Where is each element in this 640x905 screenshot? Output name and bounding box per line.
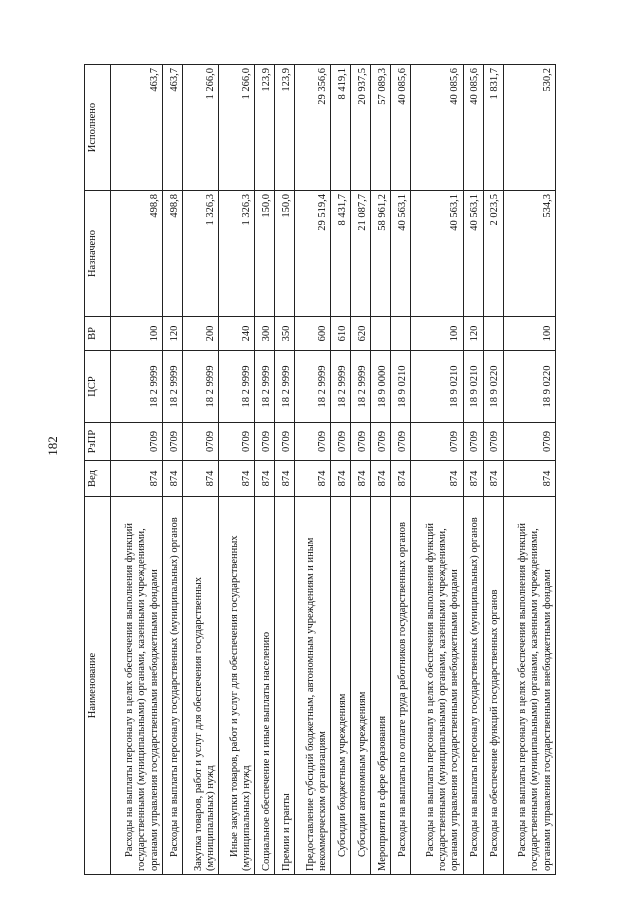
header-name: Наименование bbox=[85, 497, 111, 875]
cell-vr bbox=[483, 317, 503, 351]
cell-ved: 874 bbox=[111, 461, 163, 497]
cell-csr: 18 9 0210 bbox=[463, 351, 483, 423]
cell-rzpr: 0709 bbox=[295, 423, 331, 461]
cell-vr: 120 bbox=[463, 317, 483, 351]
header-rzpr: РзПР bbox=[85, 423, 111, 461]
cell-rzpr: 0709 bbox=[219, 423, 255, 461]
cell-executed: 530,2 bbox=[503, 65, 555, 191]
cell-ved: 874 bbox=[391, 461, 411, 497]
cell-csr: 18 9 0000 bbox=[371, 351, 391, 423]
cell-assigned: 150,0 bbox=[275, 191, 295, 317]
cell-assigned: 40 563,1 bbox=[463, 191, 483, 317]
cell-vr: 240 bbox=[219, 317, 255, 351]
cell-name: Субсидии бюджетным учреждениям bbox=[331, 497, 351, 875]
cell-rzpr: 0709 bbox=[371, 423, 391, 461]
table-row bbox=[331, 65, 351, 875]
table-row bbox=[295, 65, 331, 875]
cell-assigned: 498,8 bbox=[111, 191, 163, 317]
cell-name: Закупка товаров, работ и услуг для обеспечения государственных (муниципальных) нужд bbox=[183, 497, 219, 875]
cell-rzpr: 0709 bbox=[411, 423, 463, 461]
cell-vr: 300 bbox=[255, 317, 275, 351]
cell-assigned: 1 326,3 bbox=[183, 191, 219, 317]
cell-ved: 874 bbox=[351, 461, 371, 497]
cell-ved: 874 bbox=[275, 461, 295, 497]
table-row bbox=[275, 65, 295, 875]
cell-rzpr: 0709 bbox=[391, 423, 411, 461]
cell-executed: 123,9 bbox=[275, 65, 295, 191]
cell-csr: 18 2 9999 bbox=[111, 351, 163, 423]
cell-assigned: 534,3 bbox=[503, 191, 555, 317]
cell-ved: 874 bbox=[371, 461, 391, 497]
cell-rzpr: 0709 bbox=[255, 423, 275, 461]
cell-vr: 100 bbox=[503, 317, 555, 351]
table-row bbox=[411, 65, 463, 875]
cell-vr: 600 bbox=[295, 317, 331, 351]
cell-rzpr: 0709 bbox=[463, 423, 483, 461]
cell-rzpr: 0709 bbox=[163, 423, 183, 461]
cell-name: Расходы на выплаты персоналу государственных (муниципальных) органов bbox=[463, 497, 483, 875]
table-row bbox=[351, 65, 371, 875]
cell-name: Социальное обеспечение и иные выплаты населению bbox=[255, 497, 275, 875]
table-header-row bbox=[85, 65, 111, 875]
cell-executed: 1 266,0 bbox=[183, 65, 219, 191]
cell-rzpr: 0709 bbox=[483, 423, 503, 461]
cell-rzpr: 0709 bbox=[503, 423, 555, 461]
table-body bbox=[111, 65, 556, 875]
cell-ved: 874 bbox=[183, 461, 219, 497]
cell-name: Предоставление субсидий бюджетным, автономным учреждениям и иным некоммерческим организациям bbox=[295, 497, 331, 875]
cell-executed: 123,9 bbox=[255, 65, 275, 191]
cell-vr: 100 bbox=[111, 317, 163, 351]
table-row bbox=[391, 65, 411, 875]
cell-assigned: 2 023,5 bbox=[483, 191, 503, 317]
header-executed: Исполнено bbox=[85, 65, 111, 191]
cell-ved: 874 bbox=[219, 461, 255, 497]
table-row bbox=[483, 65, 503, 875]
cell-name: Расходы на выплаты персоналу в целях обеспечения выполнения функций государственными (муниципальными) органами, казенными учреждениями, органами управления государственными внебюджетными фондами bbox=[503, 497, 555, 875]
cell-assigned: 29 519,4 bbox=[295, 191, 331, 317]
cell-executed: 1 831,7 bbox=[483, 65, 503, 191]
cell-csr: 18 2 9999 bbox=[255, 351, 275, 423]
cell-assigned: 21 087,7 bbox=[351, 191, 371, 317]
cell-vr: 120 bbox=[163, 317, 183, 351]
table-row bbox=[111, 65, 163, 875]
cell-assigned: 40 563,1 bbox=[391, 191, 411, 317]
cell-ved: 874 bbox=[483, 461, 503, 497]
cell-executed: 463,7 bbox=[111, 65, 163, 191]
cell-name: Субсидии автономным учреждениям bbox=[351, 497, 371, 875]
cell-csr: 18 9 0210 bbox=[411, 351, 463, 423]
header-assigned: Назначено bbox=[85, 191, 111, 317]
cell-vr bbox=[371, 317, 391, 351]
cell-rzpr: 0709 bbox=[275, 423, 295, 461]
cell-ved: 874 bbox=[411, 461, 463, 497]
table-row bbox=[371, 65, 391, 875]
cell-assigned: 40 563,1 bbox=[411, 191, 463, 317]
cell-csr: 18 2 9999 bbox=[163, 351, 183, 423]
cell-ved: 874 bbox=[503, 461, 555, 497]
cell-csr: 18 2 9999 bbox=[351, 351, 371, 423]
cell-csr: 18 2 9999 bbox=[295, 351, 331, 423]
cell-assigned: 8 431,7 bbox=[331, 191, 351, 317]
cell-executed: 8 419,1 bbox=[331, 65, 351, 191]
cell-name: Мероприятия в сфере образования bbox=[371, 497, 391, 875]
cell-csr: 18 2 9999 bbox=[275, 351, 295, 423]
cell-assigned: 58 961,2 bbox=[371, 191, 391, 317]
cell-vr: 350 bbox=[275, 317, 295, 351]
table-row bbox=[463, 65, 483, 875]
cell-csr: 18 2 9999 bbox=[331, 351, 351, 423]
table-row bbox=[183, 65, 219, 875]
cell-name: Расходы на выплаты по оплате труда работников государственных органов bbox=[391, 497, 411, 875]
cell-name: Премии и гранты bbox=[275, 497, 295, 875]
cell-name: Расходы на обеспечение функций государственных органов bbox=[483, 497, 503, 875]
cell-name: Расходы на выплаты персоналу в целях обеспечения выполнения функций государственными (муниципальными) органами, казенными учреждениями, органами управления государственными внебюджетными фондами bbox=[111, 497, 163, 875]
cell-vr: 200 bbox=[183, 317, 219, 351]
table-row bbox=[503, 65, 555, 875]
cell-rzpr: 0709 bbox=[183, 423, 219, 461]
cell-ved: 874 bbox=[295, 461, 331, 497]
header-vr: ВР bbox=[85, 317, 111, 351]
cell-vr bbox=[391, 317, 411, 351]
cell-csr: 18 9 0220 bbox=[503, 351, 555, 423]
cell-assigned: 150,0 bbox=[255, 191, 275, 317]
cell-name: Расходы на выплаты персоналу государственных (муниципальных) органов bbox=[163, 497, 183, 875]
cell-csr: 18 9 0210 bbox=[391, 351, 411, 423]
cell-rzpr: 0709 bbox=[351, 423, 371, 461]
cell-rzpr: 0709 bbox=[111, 423, 163, 461]
cell-executed: 40 085,6 bbox=[411, 65, 463, 191]
cell-csr: 18 9 0220 bbox=[483, 351, 503, 423]
cell-csr: 18 2 9999 bbox=[183, 351, 219, 423]
cell-name: Расходы на выплаты персоналу в целях обеспечения выполнения функций государственными (муниципальными) органами, казенными учреждениями, органами управления государственными внебюджетными фондами bbox=[411, 497, 463, 875]
table-row bbox=[219, 65, 255, 875]
cell-executed: 40 085,6 bbox=[391, 65, 411, 191]
cell-executed: 57 089,3 bbox=[371, 65, 391, 191]
cell-vr: 100 bbox=[411, 317, 463, 351]
cell-vr: 620 bbox=[351, 317, 371, 351]
cell-ved: 874 bbox=[331, 461, 351, 497]
cell-executed: 40 085,6 bbox=[463, 65, 483, 191]
cell-executed: 1 266,0 bbox=[219, 65, 255, 191]
page-number: 182 bbox=[45, 436, 60, 456]
cell-executed: 20 937,5 bbox=[351, 65, 371, 191]
cell-executed: 29 356,6 bbox=[295, 65, 331, 191]
cell-vr: 610 bbox=[331, 317, 351, 351]
table-row bbox=[255, 65, 275, 875]
rotated-table-container bbox=[84, 65, 556, 875]
header-csr: ЦСР bbox=[85, 351, 111, 423]
cell-ved: 874 bbox=[163, 461, 183, 497]
cell-ved: 874 bbox=[463, 461, 483, 497]
cell-ved: 874 bbox=[255, 461, 275, 497]
table-row bbox=[163, 65, 183, 875]
header-ved: Вед bbox=[85, 461, 111, 497]
cell-executed: 463,7 bbox=[163, 65, 183, 191]
cell-csr: 18 2 9999 bbox=[219, 351, 255, 423]
cell-assigned: 498,8 bbox=[163, 191, 183, 317]
cell-name: Иные закупки товаров, работ и услуг для обеспечения государственных (муниципальных) нужд bbox=[219, 497, 255, 875]
budget-table bbox=[84, 64, 556, 875]
cell-rzpr: 0709 bbox=[331, 423, 351, 461]
cell-assigned: 1 326,3 bbox=[219, 191, 255, 317]
